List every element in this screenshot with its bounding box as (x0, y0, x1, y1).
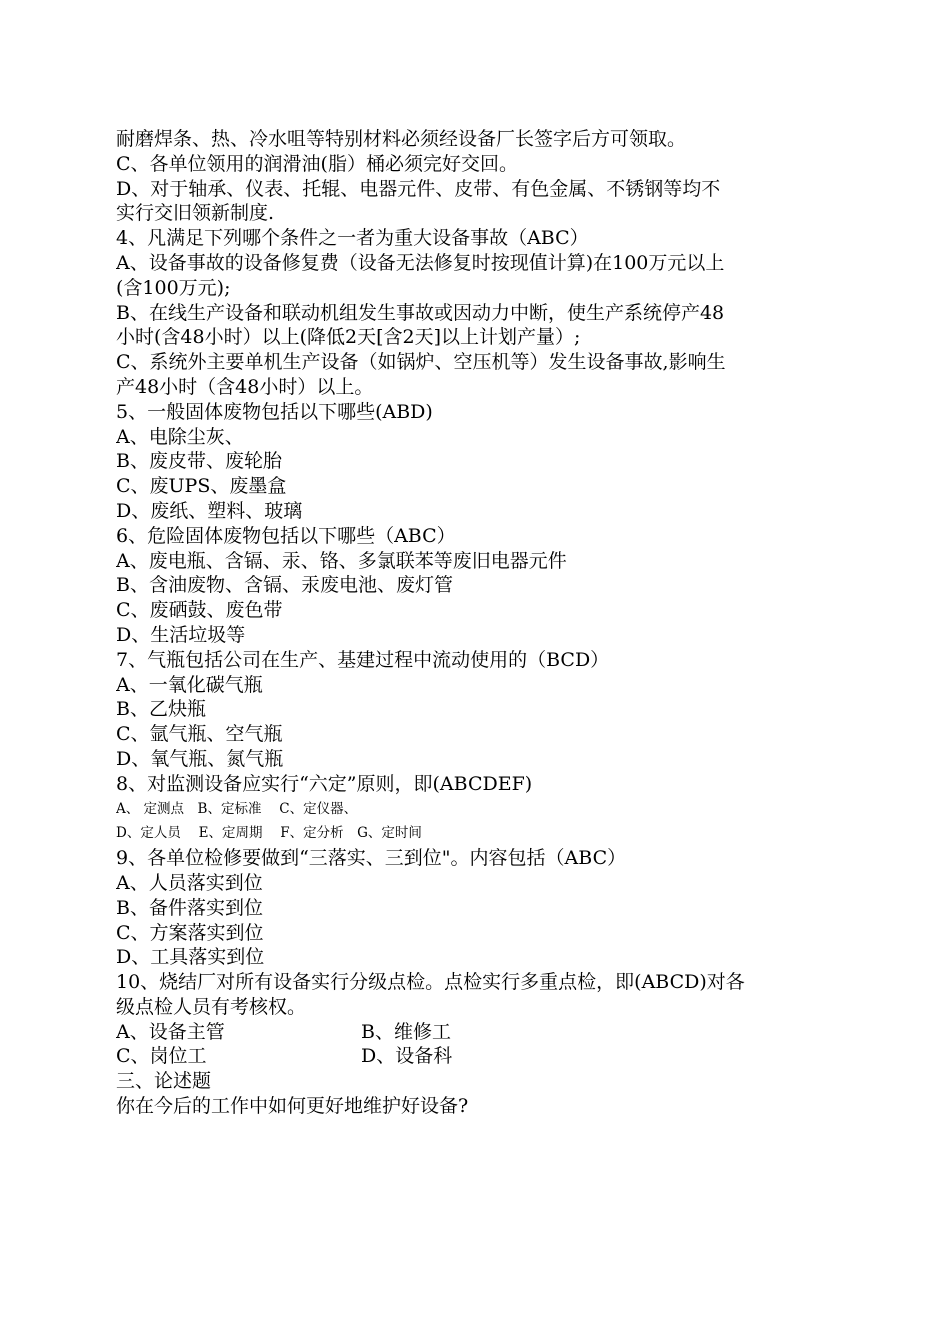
text-line: 实行交旧领新制度. (116, 202, 275, 225)
option-line: B、乙炔瓶 (116, 698, 206, 721)
question-5: 5、一般固体废物包括以下哪些(ABD) (116, 400, 433, 423)
text-line: 级点检人员有考核权。 (116, 995, 307, 1018)
question-8: 8、对监测设备应实行“六定”原则，即(ABCDEF) (116, 772, 533, 795)
option-line: C、废硒鼓、废色带 (116, 599, 283, 622)
question-4: 4、凡满足下列哪个条件之一者为重大设备事故（ABC） (116, 227, 589, 250)
option-line-small: D、定人员 E、定周期 F、定分析 G、定时间 (116, 825, 422, 842)
option-line: B、含油废物、含镉、汞废电池、废灯管 (116, 574, 453, 597)
option-line: D、氧气瓶、氮气瓶 (116, 747, 284, 770)
essay-question: 你在今后的工作中如何更好地维护好设备? (116, 1095, 469, 1118)
option-line: B、备件落实到位 (116, 896, 263, 919)
option-line: B、废皮带、废轮胎 (116, 450, 282, 473)
option-line: A、设备事故的设备修复费（设备无法修复时按现值计算)在100万元以上 (116, 251, 725, 274)
option-row (116, 1020, 838, 1045)
option-line: A、废电瓶、含镉、汞、铬、多氯联苯等废旧电器元件 (116, 549, 567, 572)
option-line: D、废纸、塑料、玻璃 (116, 499, 303, 522)
text-line: 小时(含48小时）以上(降低2天[含2天]以上计划产量）; (116, 326, 581, 349)
option-line-small: A、 定测点 B、定标准 C、定仪器、 (116, 800, 358, 817)
option-a: A、设备主管 (116, 1020, 225, 1043)
option-line: A、人员落实到位 (116, 871, 263, 894)
option-line: A、电除尘灰、 (116, 425, 244, 448)
text-line: D、对于轴承、仪表、托辊、电器元件、皮带、有色金属、不锈钢等均不 (116, 177, 721, 200)
option-line: A、一氧化碳气瓶 (116, 673, 263, 696)
question-7: 7、气瓶包括公司在生产、基建过程中流动使用的（BCD） (116, 648, 610, 671)
question-6: 6、危险固体废物包括以下哪些（ABC） (116, 524, 456, 547)
text-line: C、各单位领用的润滑油(脂）桶必须完好交回。 (116, 152, 518, 175)
option-line: C、方案落实到位 (116, 921, 264, 944)
option-line: C、废UPS、废墨盒 (116, 475, 287, 498)
section-heading: 三、论述题 (116, 1070, 212, 1093)
option-line: C、氩气瓶、空气瓶 (116, 723, 283, 746)
option-row (116, 1044, 838, 1069)
text-line: 产48小时（含48小时）以上。 (116, 375, 374, 398)
option-b: B、维修工 (361, 1020, 451, 1043)
text-line: (含100万元); (116, 276, 231, 299)
text-line: 耐磨焊条、热、冷水咀等特别材料必须经设备厂长签字后方可领取。 (116, 128, 687, 150)
option-line: D、生活垃圾等 (116, 623, 246, 646)
option-line: C、系统外主要单机生产设备（如锅炉、空压机等）发生设备事故,影响生 (116, 351, 726, 374)
option-d: D、设备科 (361, 1045, 453, 1068)
option-line: B、在线生产设备和联动机组发生事故或因动力中断，使生产系统停产48 (116, 301, 725, 324)
document-page (116, 127, 838, 1119)
option-line: D、工具落实到位 (116, 946, 265, 969)
option-c: C、岗位工 (116, 1045, 207, 1068)
question-10: 10、烧结厂对所有设备实行分级点检。点检实行多重点检，即(ABCD)对各 (116, 971, 745, 994)
question-9: 9、各单位检修要做到“三落实、三到位"。内容包括（ABC） (116, 847, 627, 870)
